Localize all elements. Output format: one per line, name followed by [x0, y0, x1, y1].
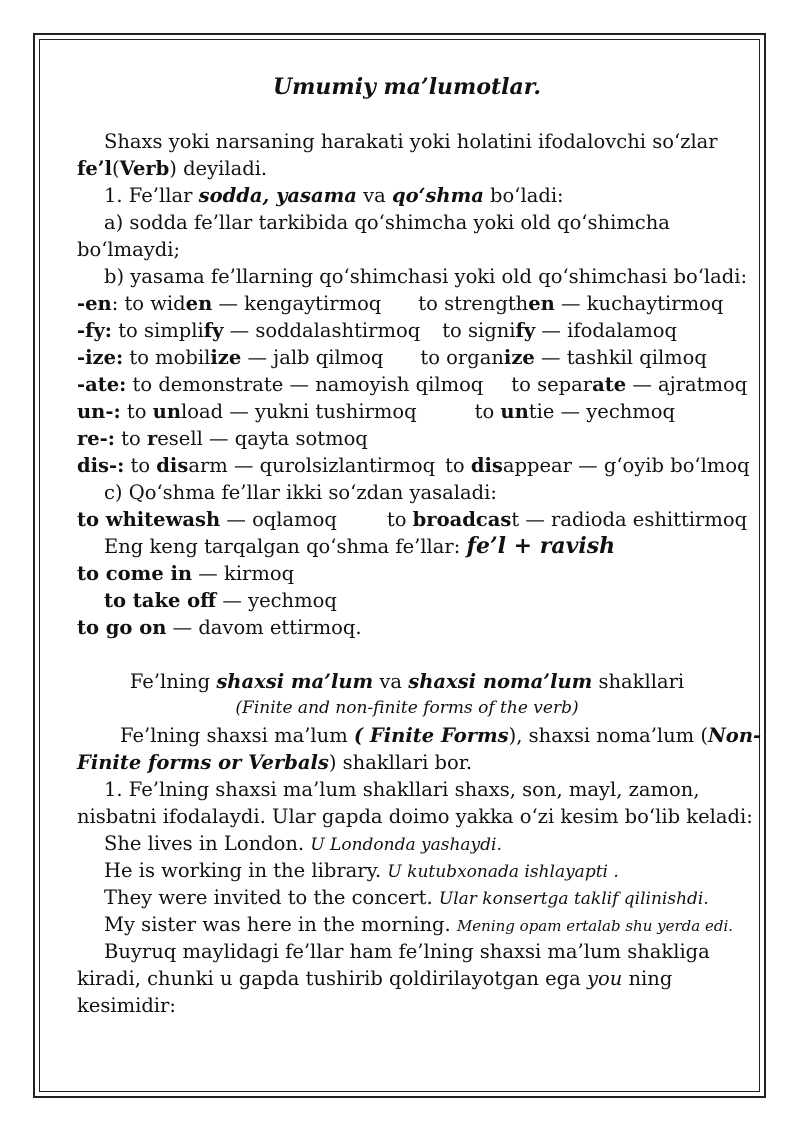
example-3	[77, 884, 737, 911]
highlight: dis	[156, 454, 189, 477]
affix-un	[77, 398, 737, 425]
term-verb: Verb	[119, 157, 170, 180]
highlight: en	[528, 292, 555, 315]
term-qoshma: qo‘shma	[392, 184, 484, 207]
text: to organ	[420, 346, 504, 369]
text: t — radioda eshittirmoq	[511, 508, 748, 531]
affix-en	[77, 290, 737, 317]
point-3-line-3: kesimidir:	[77, 994, 176, 1017]
section-subtitle: (Finite and non-finite forms of the verb)	[235, 698, 579, 718]
phrasal-1	[77, 560, 737, 587]
point-c: c) Qo‘shma fe’llar ikki so‘zdan yasaladi:	[104, 481, 497, 504]
intro-line-1: Shaxs yoki narsaning harakati yoki holatini ifodalovchi so‘zlar	[104, 130, 718, 153]
example-uz: U kutubxonada ishlayapti .	[387, 862, 619, 882]
highlight: un	[152, 400, 181, 423]
affix-label: -ate:	[77, 373, 127, 396]
text: 1. Fe’llar	[104, 184, 199, 207]
affix-label: re-:	[77, 427, 115, 450]
page-content	[77, 72, 762, 1019]
text: to	[445, 454, 471, 477]
point-1	[77, 182, 737, 209]
text: ) deyiladi.	[169, 157, 268, 180]
text: — tashkil qilmoq	[534, 346, 707, 369]
affix-label: -fy:	[77, 319, 113, 342]
example-2	[77, 857, 737, 884]
affix-re	[77, 425, 737, 452]
point-a-line-1: a) sodda fe’llar tarkibida qo‘shimcha yoki old qo‘shimcha	[104, 211, 670, 234]
finite-line-1	[77, 722, 762, 749]
highlight: en	[185, 292, 213, 315]
phrasal-2	[77, 587, 737, 614]
example-en: He is working in the library.	[104, 859, 388, 882]
text: to	[386, 508, 413, 531]
text: — oqlamoq	[220, 508, 337, 531]
text: — ajratmoq	[626, 373, 748, 396]
text: load — yukni tushirmoq	[181, 400, 417, 423]
text: arm — qurolsizlantirmoq	[188, 454, 436, 477]
text: Eng keng tarqalgan qo‘shma fe’llar:	[104, 535, 467, 558]
text: — yechmoq	[216, 589, 337, 612]
section-heading	[77, 668, 737, 695]
text: esell — qayta sotmoq	[157, 427, 368, 450]
intro-line-2	[77, 155, 737, 182]
highlight: fy	[203, 319, 224, 342]
affix-ate	[77, 371, 748, 398]
point-3-line-2	[77, 965, 737, 992]
highlight: un	[500, 400, 529, 423]
compound-examples	[77, 506, 748, 533]
example-uz: Mening opam ertalab shu yerda edi.	[456, 917, 734, 935]
highlight: dis	[470, 454, 503, 477]
common-compound	[77, 533, 737, 560]
example-uz: Ular konsertga taklif qilinishdi.	[438, 889, 709, 909]
text: to simpli	[112, 319, 204, 342]
point-2-line-2: nisbatni ifodalaydi. Ular gapda doimo yakka o‘zi kesim bo‘lib keladi:	[77, 805, 753, 828]
affix-dis	[77, 452, 750, 479]
example-4	[77, 911, 737, 938]
text: : to wid	[111, 292, 186, 315]
affix-label: -ize:	[77, 346, 124, 369]
text: va	[373, 670, 409, 693]
text: bo‘ladi:	[483, 184, 564, 207]
text: tie — yechmoq	[528, 400, 676, 423]
text: ), shaxsi noma’lum (	[508, 724, 708, 747]
term: to come in	[77, 562, 193, 585]
text: to signi	[442, 319, 516, 342]
point-b: b) yasama fe’llarning qo‘shimchasi yoki old qo‘shimchasi bo‘ladi:	[104, 265, 748, 288]
page-title: Umumiy ma’lumotlar.	[272, 74, 542, 100]
text: to	[474, 400, 501, 423]
affix-label: un-:	[77, 400, 121, 423]
text: Fe’lning shaxsi ma’lum	[120, 724, 354, 747]
text: — soddalashtirmoq	[223, 319, 421, 342]
highlight: r	[146, 427, 158, 450]
text: to	[124, 454, 157, 477]
text: to mobil	[123, 346, 211, 369]
example-en: She lives in London.	[104, 832, 311, 855]
formula: fe’l + ravish	[466, 533, 616, 559]
text: to strength	[418, 292, 529, 315]
highlight: ate	[592, 373, 627, 396]
point-3-line-1: Buyruq maylidagi fe’llar ham fe’lning shaxsi ma’lum shakliga	[104, 940, 710, 963]
term-sodda-yasama: sodda, yasama	[198, 184, 357, 207]
text: ning	[622, 967, 673, 990]
text: to	[120, 400, 153, 423]
text: kiradi, chunki u gapda tushirib qoldirilayotgan ega	[77, 967, 587, 990]
text: shakllari	[592, 670, 685, 693]
text: to separ	[511, 373, 593, 396]
highlight: ize	[503, 346, 535, 369]
affix-label: dis-:	[77, 454, 125, 477]
affix-fy	[77, 317, 737, 344]
term-broadcast: broadcas	[412, 508, 512, 531]
term-fel: fe’l	[77, 157, 112, 180]
text: — jalb qilmoq	[241, 346, 384, 369]
term: to go on	[77, 616, 167, 639]
text: — kengaytirmoq	[212, 292, 382, 315]
example-uz: U Londonda yashaydi.	[310, 835, 502, 855]
term-whitewash: to whitewash	[77, 508, 221, 531]
text: — davom ettirmoq.	[166, 616, 362, 639]
text: to demonstrate — namoyish qilmoq	[126, 373, 484, 396]
phrasal-3	[77, 614, 737, 641]
term: ( Finite Forms	[353, 724, 509, 747]
point-a-line-2: bo‘lmaydi;	[77, 238, 181, 261]
term: Finite forms or Verbals	[77, 751, 329, 774]
term-you: you	[586, 967, 623, 990]
finite-line-2	[77, 749, 737, 776]
text: — kuchaytirmoq	[554, 292, 724, 315]
text: va	[356, 184, 392, 207]
term: shaxsi ma’lum	[216, 670, 374, 693]
text: ) shakllari bor.	[328, 751, 473, 774]
text: to	[114, 427, 147, 450]
text: (	[112, 157, 120, 180]
highlight: fy	[515, 319, 536, 342]
affix-label: -en	[77, 292, 112, 315]
term: Non-	[707, 724, 762, 747]
text: — kirmoq	[192, 562, 295, 585]
affix-ize	[77, 344, 737, 371]
example-1	[77, 830, 737, 857]
term: to take off	[104, 589, 217, 612]
text: appear — g‘oyib bo‘lmoq	[502, 454, 750, 477]
example-en: They were invited to the concert.	[104, 886, 439, 909]
term: shaxsi noma’lum	[408, 670, 593, 693]
point-2-line-1: 1. Fe’lning shaxsi ma’lum shakllari shaxs, son, mayl, zamon,	[104, 778, 700, 801]
example-en: My sister was here in the morning.	[104, 913, 457, 936]
text: — ifodalamoq	[535, 319, 678, 342]
text: Fe’lning	[129, 670, 217, 693]
highlight: ize	[210, 346, 242, 369]
